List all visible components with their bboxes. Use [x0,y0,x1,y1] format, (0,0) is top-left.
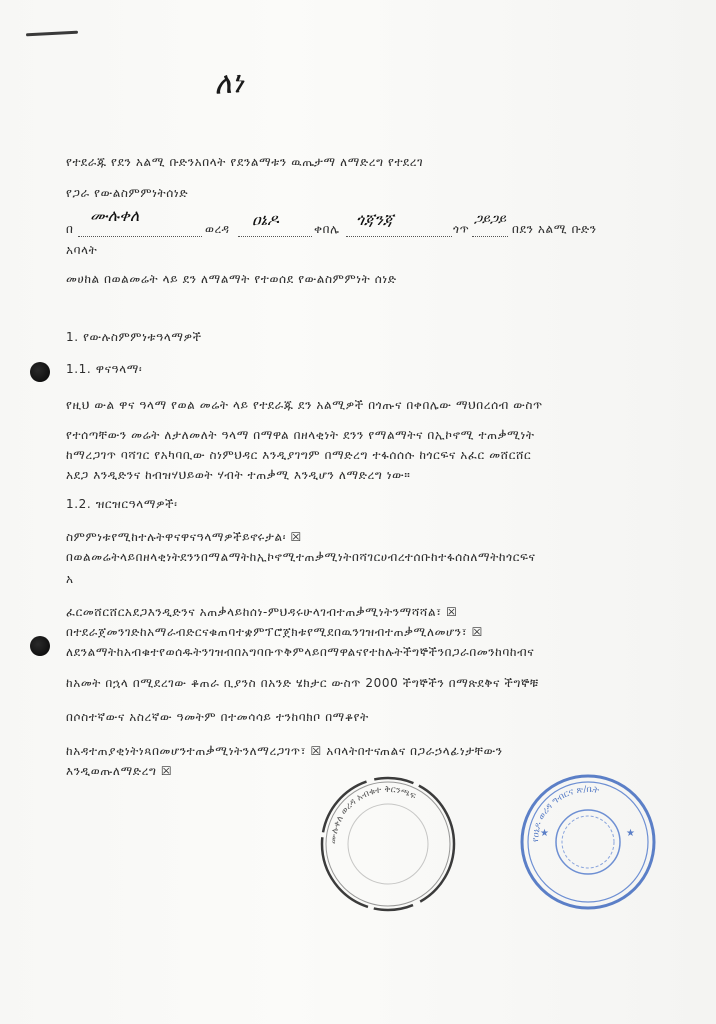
right-seal-text: የዐኔዶ ወረዳ ግብርና ጽ/ቤት [530,784,600,843]
intro-line: መሀከል በወልመሬት ላይ ደን ለማልማት የተወሰደ የውልስምምነት ሰነድ [66,272,397,286]
document-subtitle: የጋራ የውልስምምነትሰነድ [66,186,189,200]
document-title: የተደራጁ የደን አልሚ ቡድንአበላት የደንልማቱን ዉጤታማ ለማድረግ የተደረገ [66,155,424,169]
objective-line: በሶስተኛውና አስረኛው ዓመትም በተመሳሳይ ተንከባክቦ በማቆየት [66,710,369,724]
handwritten-got: ጋይጋይ [474,212,507,227]
subsection-heading: 1.1. ዋናዓላማ፡ [66,362,143,376]
right-stamp-seal [518,772,658,912]
subsection-heading: 1.2. ዝርዝርዓላማዎች፡ [66,497,178,511]
parties-members: አባላት [66,243,98,257]
objective-line: ስምምነቱየሚከተሉትዋናዋናዓላማዎችይኖሩታል፡ ☒ [66,530,302,544]
objective-line: በወልመሬትላይበዘላቂነትደንንበማልማትከኢኮኖሚተጠቃሚነትበሻገርሀብረተሰቡከተፋሰስለማትከጎርፍና [66,550,536,564]
paragraph-line: የተሰጣቸውን መሬት ለታለመለት ዓላማ በማዋል በዘላቂነት ደንን የማልማትና በኢኮኖሚ ተጠቃሚነት [66,428,535,442]
parties-suffix: በደን አልሚ ቡድን [512,222,597,236]
handwritten-woreda: ዐኔዶ [252,210,279,229]
punch-hole [30,636,50,656]
paragraph-line: አደጋ እንዲድንና ከብዝሃህይወት ሃብት ተጠቃሚ እንዲሆን ለማድረግ ነው። [66,468,411,482]
section-heading: 1. የውሉስምምነቱዓላማዎች [66,330,202,344]
fill-line [78,236,202,237]
paragraph-line: ከማረጋገጥ ባሻገር የአካባቢው ስነምህዳር እንዲያገግም በማድረግ ተፋሰሰሱ ከጎርፍና አፈር መሸርሸር [66,448,532,462]
handwritten-page-number: ለነ [212,65,245,102]
staple-mark [26,31,78,37]
fill-line [472,236,508,237]
objective-line: ከአዳተጠያቂነትነጻበመሆንተጠቃሚነትንለማረጋገጥ፣ ☒ አባላትበተናጠልና በጋራኃላፊነታቸውን [66,744,503,758]
left-seal-text: ሙሉቀለ ወረዳ አብቁተ ቅርንጫፍ [328,784,418,845]
objective-line: ለደንልማትከአብቁተየወሰዱትንገዝብበአግባቡጥቅምላይበማዋልናየተከሉትችግኞችንበጋራበመንከባከብና [66,645,535,659]
handwritten-name: ሙሉቀለ [90,206,140,225]
objective-line: ፈርመሸርሸርአደጋእንዲድንና አጠቃላይከሰነ-ምህዳሩሁላገብተጠቃሚነትንማሻሻል፣ ☒ [66,605,458,619]
fill-line [346,236,452,237]
objective-line: ከአመት በኋላ በሚደረገው ቆጠራ ቢያንስ በአንድ ሄክታር ውስጥ 2000 ችግኞችን በማጽደቅና ችግኞቹ [66,676,539,690]
parties-prefix: በ [66,222,74,236]
handwritten-kebele: ጎጃንጃ [356,210,394,229]
punch-hole [30,362,50,382]
fill-line [238,236,312,237]
woreda-label: ወረዳ [205,222,230,236]
objective-line: እንዲወጡለማድረግ ☒ [66,764,173,778]
left-stamp-seal [316,772,460,916]
paragraph-line: የዚህ ውል ዋና ዓላማ የወል መሬት ላይ የተደራጁ ደን አልሚዎች በጎጡና በቀበሌው ማህበረሰብ ውስጥ [66,398,543,412]
star-icon: ★ [540,828,549,839]
objective-line: አ [66,572,74,586]
kebele-label: ቀበሌ [314,222,340,236]
got-label: ጎጥ [453,222,470,236]
objective-line: በተደራጀመንገድከአማራብድርናቁጠባተቋምፕሮጀክቱየሚደበዉንገዝብተጠቃሚለመሆን፣ ☒ [66,625,483,639]
star-icon: ★ [626,828,635,839]
